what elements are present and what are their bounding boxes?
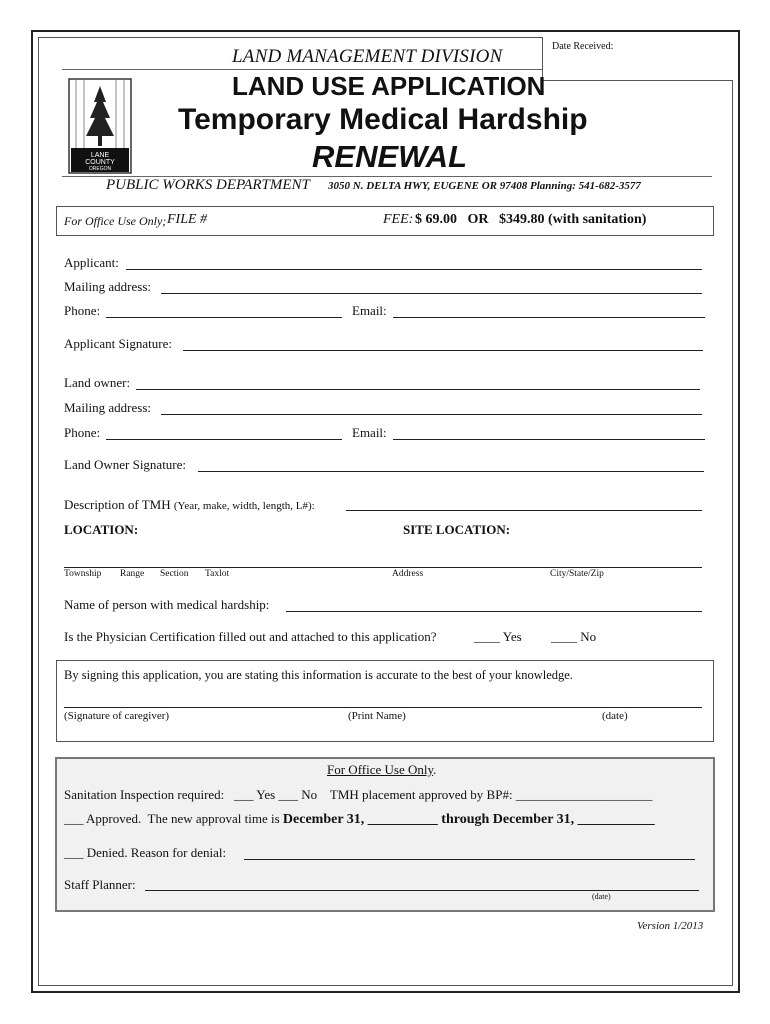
hardship-person-field[interactable] bbox=[286, 611, 702, 612]
file-number-label: FILE # bbox=[167, 212, 208, 227]
applicant-label: Applicant: bbox=[64, 255, 119, 270]
office-use-box bbox=[55, 757, 715, 912]
application-subtitle: Temporary Medical Hardship bbox=[178, 103, 588, 136]
physician-cert-yes[interactable]: ____ Yes bbox=[474, 629, 522, 644]
owner-field[interactable] bbox=[136, 389, 700, 390]
sanitation-line: Sanitation Inspection required: ___ Yes ___ No TMH placement approved by BP#: _____________________ bbox=[64, 787, 653, 802]
staff-planner-field[interactable] bbox=[145, 890, 699, 891]
taxlot-label: Taxlot bbox=[205, 569, 230, 579]
caregiver-print-label: (Print Name) bbox=[348, 710, 406, 722]
svg-text:OREGON: OREGON bbox=[88, 166, 112, 172]
owner-mailing-field[interactable] bbox=[161, 414, 702, 415]
owner-email-field[interactable] bbox=[393, 439, 705, 440]
office-use-title-text: For Office Use Only bbox=[327, 762, 434, 777]
owner-email-label: Email: bbox=[352, 425, 387, 440]
applicant-phone-field[interactable] bbox=[106, 317, 342, 318]
approved-line bbox=[64, 811, 655, 828]
tmh-description-label bbox=[64, 497, 315, 513]
application-title: LAND USE APPLICATION bbox=[232, 71, 546, 101]
caregiver-date-label: (date) bbox=[602, 710, 628, 722]
physician-cert-no[interactable]: ____ No bbox=[551, 629, 597, 644]
tmh-description-title: Description of TMH bbox=[64, 497, 171, 512]
city-state-zip-label: City/State/Zip bbox=[550, 569, 604, 579]
caregiver-statement: By signing this application, you are stating this information is accurate to the best of your knowledge. bbox=[64, 668, 573, 682]
approved-date-start: December 31, __________ bbox=[282, 812, 438, 827]
physician-cert-question: Is the Physician Certification filled out and attached to this application? bbox=[64, 629, 437, 644]
tmh-description-detail: (Year, make, width, length, L#): bbox=[173, 500, 315, 512]
township-label: Township bbox=[64, 569, 102, 579]
section-label: Section bbox=[160, 569, 189, 579]
date-received-box[interactable] bbox=[542, 37, 733, 81]
staff-planner-label: Staff Planner: bbox=[64, 877, 136, 892]
renewal-title: RENEWAL bbox=[312, 139, 467, 174]
range-label: Range bbox=[120, 569, 145, 579]
caregiver-signature-label: (Signature of caregiver) bbox=[64, 710, 170, 722]
owner-phone-label: Phone: bbox=[64, 425, 101, 440]
svg-text:LANE: LANE bbox=[90, 152, 110, 159]
office-use-title bbox=[327, 762, 436, 778]
applicant-phone-label: Phone: bbox=[64, 303, 101, 318]
lane-county-logo bbox=[68, 78, 132, 174]
caregiver-signature-field[interactable] bbox=[64, 707, 702, 708]
hardship-person-label: Name of person with medical hardship: bbox=[64, 597, 270, 612]
owner-signature-label: Land Owner Signature: bbox=[64, 457, 187, 472]
denial-reason-field[interactable] bbox=[244, 859, 695, 860]
staff-date-label: (date) bbox=[592, 892, 611, 901]
applicant-email-label: Email: bbox=[352, 303, 387, 318]
applicant-signature-label: Applicant Signature: bbox=[64, 336, 172, 351]
owner-label: Land owner: bbox=[64, 375, 131, 390]
office-use-label: For Office Use Only; bbox=[64, 214, 167, 228]
applicant-mailing-field[interactable] bbox=[161, 293, 702, 294]
site-address-label: Address bbox=[392, 569, 424, 579]
approved-date-end: through December 31, ___________ bbox=[437, 812, 655, 827]
applicant-email-field[interactable] bbox=[393, 317, 705, 318]
owner-mailing-label: Mailing address: bbox=[64, 400, 152, 415]
version-label: Version 1/2013 bbox=[637, 920, 704, 932]
applicant-signature-field[interactable] bbox=[183, 350, 703, 351]
date-received-label: Date Received: bbox=[552, 41, 614, 52]
fee-value: $ 69.00 OR $349.80 (with sanitation) bbox=[415, 212, 647, 227]
approved-prefix: ___ Approved. The new approval time is bbox=[64, 811, 283, 826]
location-field[interactable] bbox=[64, 567, 702, 568]
header-rule-top bbox=[62, 69, 542, 70]
applicant-field[interactable] bbox=[126, 269, 702, 270]
tmh-description-field[interactable] bbox=[346, 510, 702, 511]
location-label: LOCATION: bbox=[64, 522, 139, 537]
applicant-mailing-label: Mailing address: bbox=[64, 279, 152, 294]
department-name: PUBLIC WORKS DEPARTMENT bbox=[106, 177, 310, 193]
denied-label: ___ Denied. Reason for denial: bbox=[64, 845, 227, 860]
office-use-title-suffix: . bbox=[433, 762, 437, 777]
owner-signature-field[interactable] bbox=[198, 471, 704, 472]
division-title: LAND MANAGEMENT DIVISION bbox=[232, 46, 503, 67]
svg-text:COUNTY: COUNTY bbox=[85, 159, 115, 166]
site-location-label: SITE LOCATION: bbox=[403, 522, 511, 537]
owner-phone-field[interactable] bbox=[106, 439, 342, 440]
fee-label: FEE: bbox=[383, 212, 414, 227]
department-address: 3050 N. DELTA HWY, EUGENE OR 97408 Planning: 541-682-3577 bbox=[328, 180, 641, 192]
